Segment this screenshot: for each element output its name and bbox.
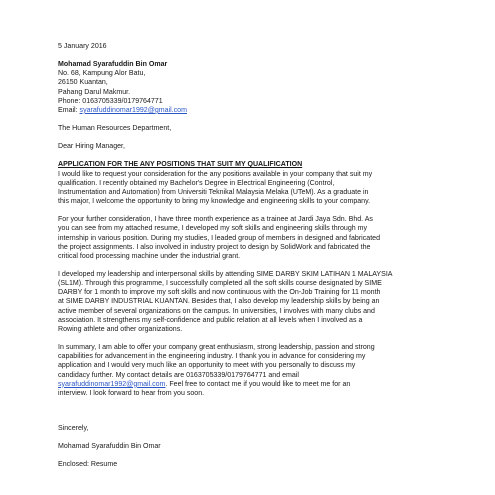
paragraph-line: (SL1M). Through this programme, I successfully completed all the soft skills course designated by SIME bbox=[58, 280, 382, 288]
paragraph-line: qualification. I recently obtained my Bachelor's Degree in Electrical Engineering (Control, bbox=[58, 179, 335, 187]
paragraph-line: at SIME DARBY INDUSTRIAL KUANTAN. Besides that, I also develop my leadership skills by being an bbox=[58, 298, 380, 306]
paragraph-line: capabilities for advancement in the engineering industry. I thank you in advance for considering my bbox=[58, 353, 366, 361]
paragraph-line: the project assignments. I also involved in industry project to design by SolidWork and fabricated the bbox=[58, 243, 371, 251]
body-email-link[interactable]: syarafuddinomar1992@gmail.com bbox=[58, 380, 166, 388]
paragraph-line: I developed my leadership and interpersonal skills by attending SIME DARBY SKIM LATIHAN 1 MALAYSIA bbox=[58, 270, 393, 278]
paragraph-line: internship in various position. During my studies, I leaded group of members in designed and fabricated bbox=[58, 234, 380, 242]
letter-date: 5 January 2016 bbox=[58, 43, 107, 50]
paragraph-line: In summary, I am able to offer your company great enthusiasm, strong leadership, passion and strong bbox=[58, 344, 375, 352]
salutation: Dear Hiring Manager, bbox=[58, 143, 125, 151]
body-paragraph-2 bbox=[58, 215, 442, 261]
body-paragraph-4 bbox=[58, 343, 442, 398]
sender-address-line: Pahang Darul Makmur. bbox=[58, 88, 131, 96]
closing: Sincerely, bbox=[58, 425, 89, 432]
paragraph-line: I would like to request your consideration for the any positions available in your company that suit my bbox=[58, 170, 373, 178]
paragraph-line: you can see from my attached resume, I developed my soft skills and engineering skills through my bbox=[58, 225, 368, 233]
paragraph-line: DARBY for 1 month to improve my soft skills and now continuous with the On-Job Training for 11 month bbox=[58, 289, 381, 297]
paragraph-line: Rowing athlete and other organizations. bbox=[58, 325, 183, 333]
paragraph-line: active member of several organizations on the campus. In universities, I involves with many clubs and bbox=[58, 307, 375, 315]
sender-address-line: 26150 Kuantan, bbox=[58, 79, 108, 87]
subject-line: APPLICATION FOR THE ANY POSITIONS THAT SUIT MY QUALIFICATION bbox=[58, 161, 303, 169]
sender-email-line bbox=[58, 106, 442, 115]
body-paragraph-1 bbox=[58, 170, 442, 207]
paragraph-line: this major, I welcome the opportunity to bring my knowledge and engineering skills to your company. bbox=[58, 198, 371, 206]
paragraph-line: association. It strengthens my self-confidence and public relation at all levels when I involved as a bbox=[58, 316, 363, 324]
sender-address-line: No. 68, Kampung Alor Batu, bbox=[58, 70, 146, 78]
sender-name: Mohamad Syarafuddin Bin Omar bbox=[58, 61, 168, 69]
paragraph-line: candidacy further. My contact details are 0163705339/0179764771 and email bbox=[58, 371, 299, 379]
paragraph-line: interview. I look forward to hear from you soon. bbox=[58, 389, 205, 397]
body-paragraph-3 bbox=[58, 270, 442, 334]
enclosure-note: Enclosed: Resume bbox=[58, 461, 118, 469]
paragraph-line: application and I would very much like an opportunity to meet with you personally to discuss my bbox=[58, 362, 356, 370]
paragraph-line: Instrumentation and Automation) from Universiti Teknikal Malaysia Melaka (UTeM). As a graduate in bbox=[58, 188, 369, 196]
sender-email-label: Email: bbox=[58, 106, 80, 114]
cover-letter-page bbox=[58, 42, 442, 469]
paragraph-line-with-email bbox=[58, 380, 442, 389]
recipient-department: The Human Resources Department, bbox=[58, 125, 172, 133]
paragraph-line: For your further consideration, I have three month experience as a trainee at Jardi Jaya Sdn. Bhd. As bbox=[58, 216, 373, 224]
sender-email-link[interactable]: syarafuddinomar1992@gmail.com bbox=[79, 106, 187, 114]
sender-phone: Phone: 0163705339/0179764771 bbox=[58, 97, 163, 105]
signature-name: Mohamad Syarafuddin Bin Omar bbox=[58, 443, 161, 451]
paragraph-line-tail: . Feel free to contact me if you would like to meet me for an bbox=[165, 380, 351, 388]
paragraph-line: critical food processing machine under the industrial grant. bbox=[58, 252, 241, 260]
